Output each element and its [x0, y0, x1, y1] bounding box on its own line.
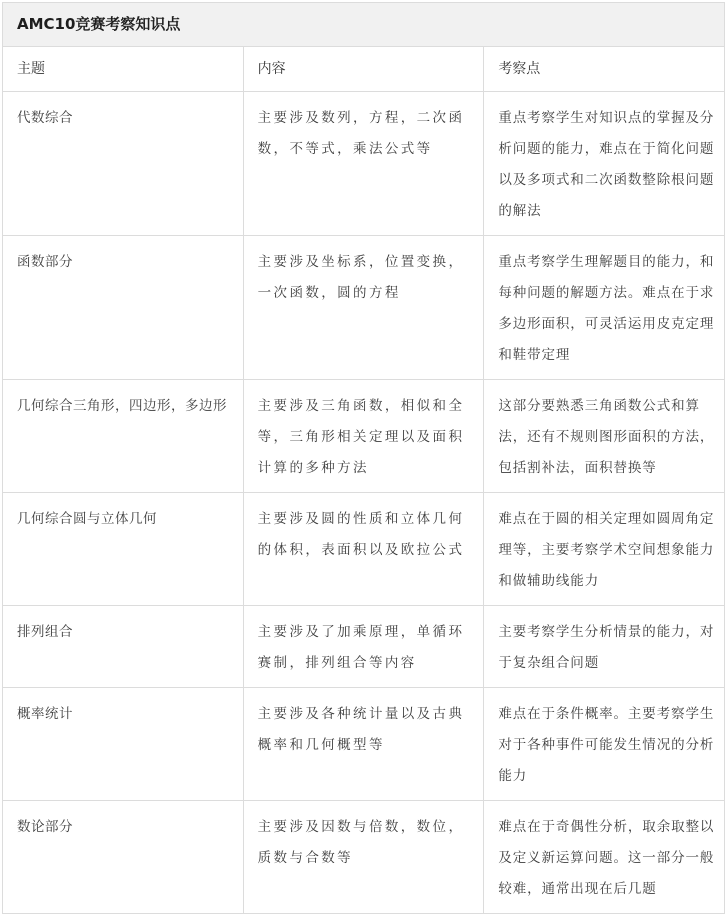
cell-topic: 几何综合圆与立体几何 [3, 493, 244, 606]
cell-content: 主要涉及因数与倍数，数位，质数与合数等 [243, 801, 484, 914]
knowledge-table [2, 2, 725, 914]
cell-content: 主要涉及了加乘原理，单循环赛制，排列组合等内容 [243, 606, 484, 688]
table-row [3, 688, 725, 801]
cell-content: 主要涉及坐标系，位置变换，一次函数，圆的方程 [243, 236, 484, 380]
cell-content: 主要涉及各种统计量以及古典概率和几何概型等 [243, 688, 484, 801]
table-row [3, 606, 725, 688]
header-topic: 主题 [3, 47, 244, 92]
table-title-row [3, 3, 725, 47]
header-focus: 考察点 [484, 47, 725, 92]
page [0, 2, 727, 897]
cell-focus: 难点在于条件概率。主要考察学生对于各种事件可能发生情况的分析能力 [484, 688, 725, 801]
cell-focus: 主要考察学生分析情景的能力，对于复杂组合问题 [484, 606, 725, 688]
cell-topic: 排列组合 [3, 606, 244, 688]
cell-content: 主要涉及圆的性质和立体几何的体积，表面积以及欧拉公式 [243, 493, 484, 606]
table-row [3, 493, 725, 606]
cell-topic: 代数综合 [3, 92, 244, 236]
cell-content: 主要涉及数列，方程，二次函数，不等式，乘法公式等 [243, 92, 484, 236]
cell-focus: 难点在于圆的相关定理如圆周角定理等，主要考察学术空间想象能力和做辅助线能力 [484, 493, 725, 606]
header-content: 内容 [243, 47, 484, 92]
table-row [3, 236, 725, 380]
cell-focus: 这部分要熟悉三角函数公式和算法，还有不规则图形面积的方法，包括割补法，面积替换等 [484, 380, 725, 493]
cell-focus: 重点考察学生理解题目的能力，和每种问题的解题方法。难点在于求多边形面积，可灵活运用皮克定理和鞋带定理 [484, 236, 725, 380]
table-title: AMC10竞赛考察知识点 [3, 3, 725, 47]
table-header-row [3, 47, 725, 92]
cell-topic: 概率统计 [3, 688, 244, 801]
cell-content: 主要涉及三角函数，相似和全等，三角形相关定理以及面积计算的多种方法 [243, 380, 484, 493]
cell-topic: 几何综合三角形，四边形，多边形 [3, 380, 244, 493]
table-row [3, 92, 725, 236]
cell-focus: 重点考察学生对知识点的掌握及分析问题的能力，难点在于简化问题以及多项式和二次函数整除根问题的解法 [484, 92, 725, 236]
table-row [3, 380, 725, 493]
cell-focus: 难点在于奇偶性分析，取余取整以及定义新运算问题。这一部分一般较难，通常出现在后几题 [484, 801, 725, 914]
cell-topic: 数论部分 [3, 801, 244, 914]
cell-topic: 函数部分 [3, 236, 244, 380]
table-row [3, 801, 725, 914]
